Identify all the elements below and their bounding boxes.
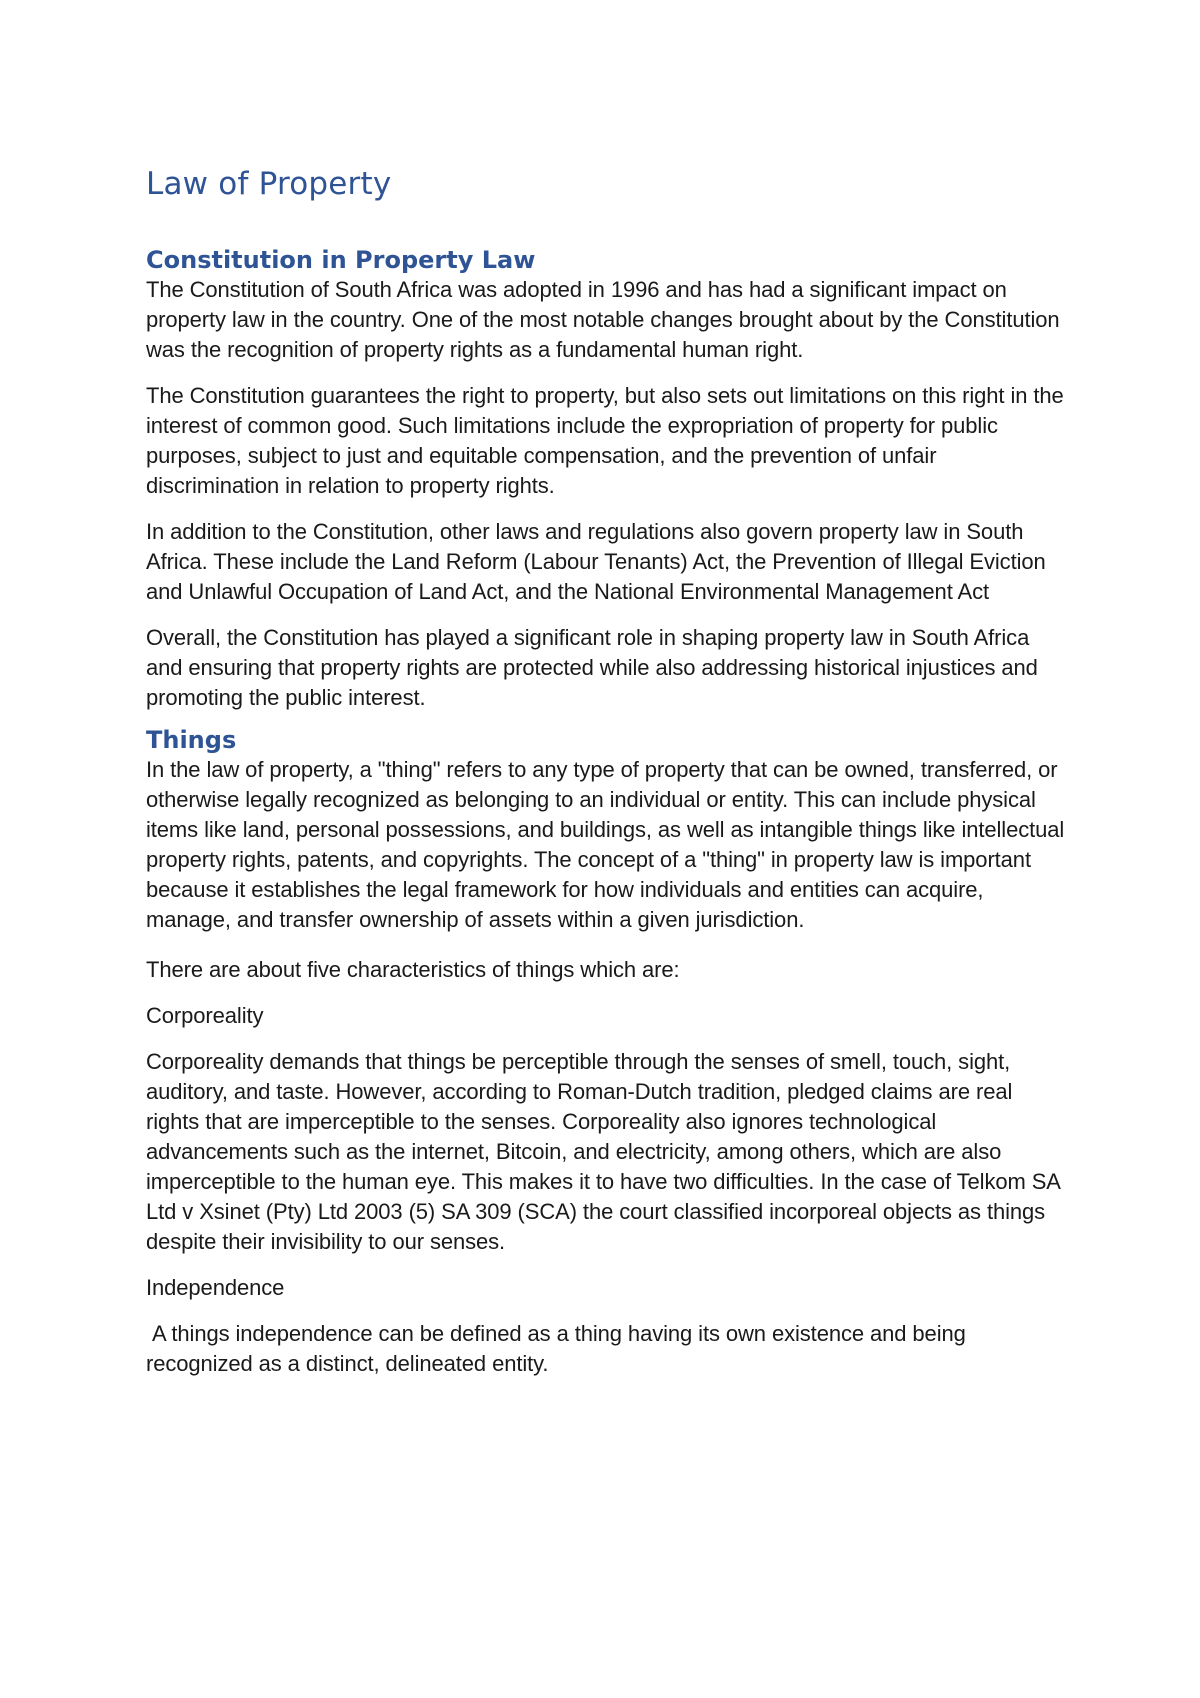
document-page bbox=[146, 166, 1066, 1395]
section-heading-things: Things bbox=[146, 726, 237, 755]
paragraph: In the law of property, a "thing" refers to any type of property that can be owned, transferred, or otherwise legally recognized as belonging to an individual or entity. This can include physical items like land, personal possessions, and buildings, as well as intangible things like intellectual property rights, patents, and copyrights. The concept of a "thing" in property law is important because it establishes the legal framework for how individuals and entities can acquire, manage, and transfer ownership of assets within a given jurisdiction. bbox=[146, 757, 1065, 933]
document-title: Law of Property bbox=[146, 166, 392, 202]
paragraph: The Constitution guarantees the right to property, but also sets out limitations on this right in the interest of common good. Such limitations include the expropriation of property for public purposes, subject to just and equitable compensation, and the prevention of unfair discrimination in relation to property rights. bbox=[146, 383, 1064, 499]
subheading-corporeality: Corporeality bbox=[146, 1003, 264, 1029]
paragraph: Corporeality demands that things be perceptible through the senses of smell, touch, sight, auditory, and taste. However, according to Roman-Dutch tradition, pledged claims are real rights that are imperceptible to the senses. Corporeality also ignores technological advancements such as the internet, Bitcoin, and electricity, among others, which are also imperceptible to the human eye. This makes it to have two difficulties. In the case of Telkom SA Ltd v Xsinet (Pty) Ltd 2003 (5) SA 309 (SCA) the court classified incorporeal objects as things despite their invisibility to our senses. bbox=[146, 1049, 1060, 1255]
section-constitution bbox=[146, 245, 1066, 713]
section-heading-constitution: Constitution in Property Law bbox=[146, 246, 536, 275]
paragraph: Overall, the Constitution has played a significant role in shaping property law in South Africa and ensuring that property rights are protected while also addressing historical injustices and promoting the public interest. bbox=[146, 625, 1038, 711]
subheading-independence: Independence bbox=[146, 1275, 285, 1301]
paragraph: In addition to the Constitution, other laws and regulations also govern property law in South Africa. These include the Land Reform (Labour Tenants) Act, the Prevention of Illegal Eviction and Unlawful Occupation of Land Act, and the National Environmental Management Act bbox=[146, 519, 1046, 605]
paragraph: There are about five characteristics of things which are: bbox=[146, 957, 680, 983]
section-things bbox=[146, 725, 1066, 1379]
paragraph: The Constitution of South Africa was adopted in 1996 and has had a significant impact on property law in the country. One of the most notable changes brought about by the Constitution was the recognition of property rights as a fundamental human right. bbox=[146, 277, 1060, 363]
paragraph: A things independence can be defined as a thing having its own existence and being recognized as a distinct, delineated entity. bbox=[146, 1321, 972, 1377]
